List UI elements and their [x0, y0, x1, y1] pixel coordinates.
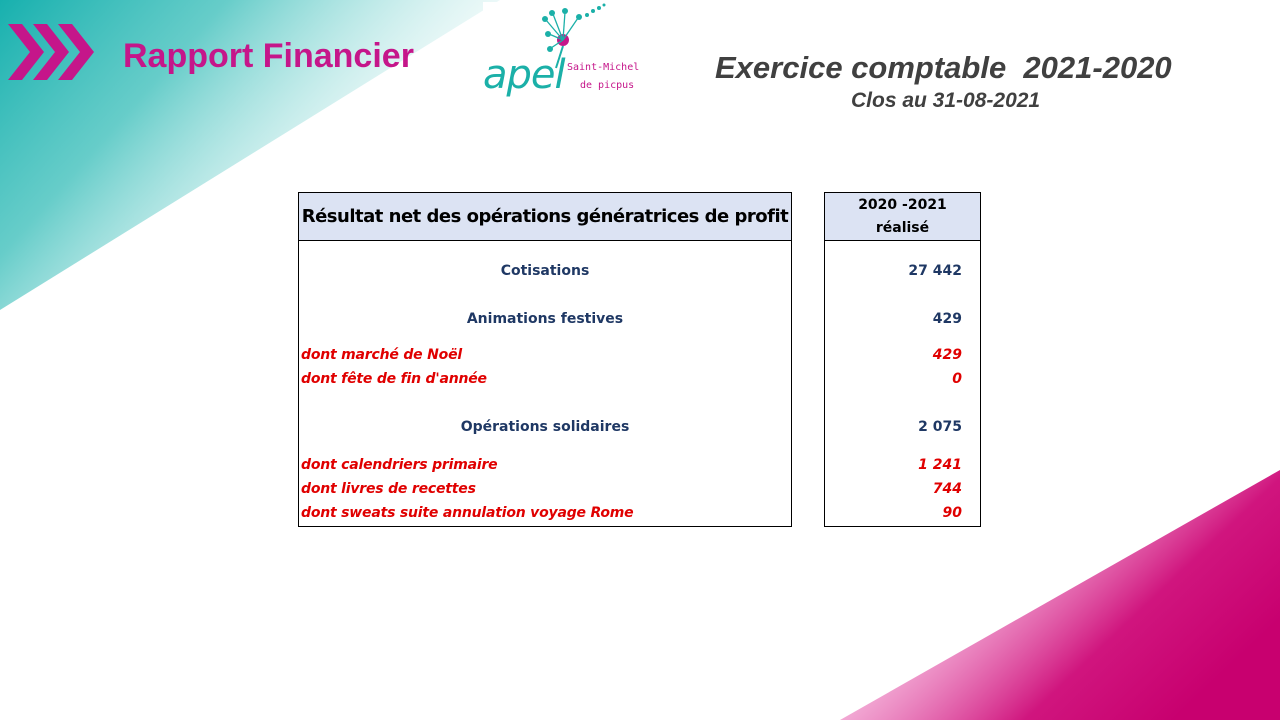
- row-label-operations-solidaires: Opérations solidaires: [460, 419, 630, 435]
- row-value-sweats: 90: [942, 505, 962, 521]
- row-value-operations-solidaires: 2 075: [918, 419, 962, 435]
- row-value-marche-noel: 429: [932, 347, 962, 363]
- row-label-marche-noel: dont marché de Noël: [301, 347, 462, 363]
- row-value-animations: 429: [932, 311, 962, 327]
- row-value-fete-fin-annee: 0: [952, 371, 962, 387]
- value-header-cell: [825, 193, 980, 241]
- row-label-animations: Animations festives: [466, 311, 624, 327]
- label-header-cell: [299, 193, 791, 241]
- row-value-livres-recettes: 744: [932, 481, 962, 497]
- row-label-cotisations: Cotisations: [500, 263, 590, 279]
- row-label-livres-recettes: dont livres de recettes: [301, 481, 476, 497]
- apel-logo: [483, 2, 640, 114]
- row-label-fete-fin-annee: dont fête de fin d'année: [301, 371, 487, 387]
- value-header-period: 2020 -2021: [858, 197, 947, 213]
- label-header: Résultat net des opérations génératrices de profit: [301, 206, 789, 227]
- row-value-calendriers: 1 241: [918, 457, 962, 473]
- row-value-cotisations: 27 442: [908, 263, 962, 279]
- row-label-sweats: dont sweats suite annulation voyage Rome: [301, 505, 634, 521]
- logo-subtitle-1: Saint-Michel: [567, 62, 640, 73]
- exercise-title: Exercice comptable 2021-2020: [715, 50, 1172, 85]
- value-header-status: réalisé: [875, 220, 930, 236]
- page-title: Rapport Financier: [123, 37, 414, 75]
- label-table: [298, 192, 792, 527]
- logo-subtitle-2: de picpus: [580, 80, 635, 91]
- chevrons-icon: [8, 22, 94, 82]
- value-table: [824, 192, 981, 527]
- closing-date: Clos au 31-08-2021: [851, 89, 1041, 112]
- logo-text: apel: [483, 52, 565, 98]
- row-label-calendriers: dont calendriers primaire: [301, 457, 498, 473]
